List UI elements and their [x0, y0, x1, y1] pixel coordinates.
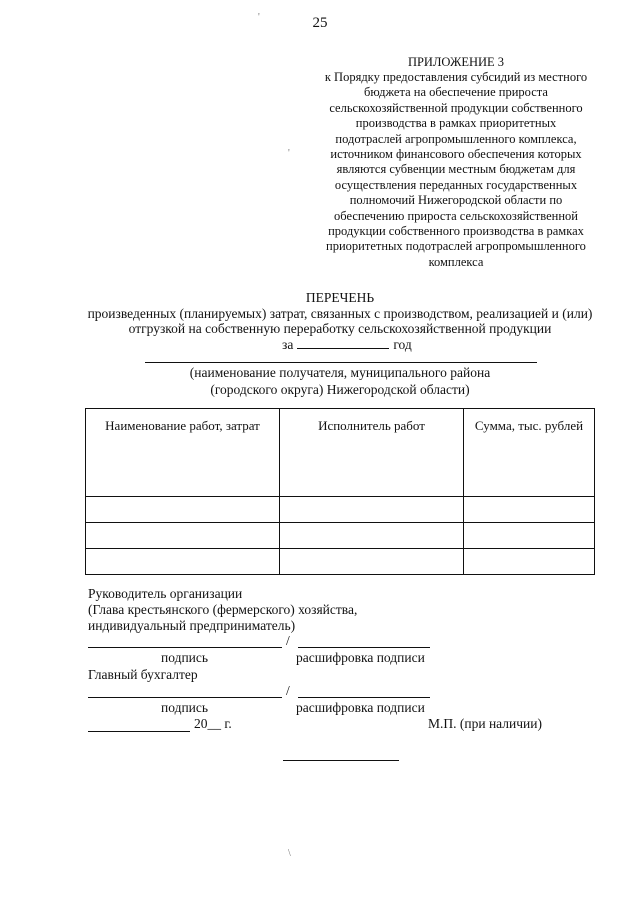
head-label-line-3: индивидуальный предприниматель) — [88, 618, 296, 633]
slash-separator: / — [286, 683, 290, 698]
table-row — [86, 523, 595, 549]
list-subtitle-line-1: произведенных (планируемых) затрат, связанных с производством, реализацией и (или) — [87, 306, 593, 321]
table-row — [86, 497, 595, 523]
date-day-month-blank[interactable] — [88, 731, 190, 732]
table-cell[interactable] — [464, 549, 595, 575]
header-contractor: Исполнитель работ — [280, 409, 464, 497]
list-title: ПЕРЕЧЕНЬ — [305, 290, 375, 305]
scan-speck: ' — [258, 12, 260, 23]
period-prefix: за — [282, 337, 294, 352]
accountant-signature-blank[interactable] — [88, 697, 282, 698]
appendix-line: комплекса — [428, 254, 484, 269]
recipient-name-blank[interactable] — [145, 362, 537, 363]
stamp-note: М.П. (при наличии) — [428, 716, 542, 731]
accountant-signature-caption: подпись — [161, 700, 209, 715]
period-suffix: год — [393, 337, 412, 352]
scan-speck: ' — [288, 148, 290, 159]
table-cell[interactable] — [280, 523, 464, 549]
accountant-decode-blank[interactable] — [298, 697, 430, 698]
table-cell[interactable] — [86, 523, 280, 549]
appendix-reference — [312, 70, 600, 270]
header-amount: Сумма, тыс. рублей — [464, 409, 595, 497]
table-cell[interactable] — [464, 497, 595, 523]
table-cell[interactable] — [280, 549, 464, 575]
appendix-line: полномочий Нижегородской области по — [349, 193, 563, 208]
appendix-line: производства в рамках приоритетных — [355, 116, 557, 131]
appendix-line: подотраслей агропромышленного комплекса, — [335, 131, 577, 146]
appendix-line: продукции собственного производства в рамках — [328, 224, 584, 239]
year-blank[interactable] — [297, 336, 389, 349]
table-cell[interactable] — [86, 549, 280, 575]
table-header-row — [86, 409, 595, 497]
appendix-line: сельскохозяйственной продукции собственного — [329, 100, 583, 115]
appendix-title: ПРИЛОЖЕНИЕ 3 — [407, 55, 505, 69]
head-decode-caption: расшифровка подписи — [296, 650, 425, 665]
head-signature-caption: подпись — [161, 650, 209, 665]
accountant-decode-caption: расшифровка подписи — [296, 700, 425, 715]
head-signature-blank[interactable] — [88, 647, 282, 648]
table-cell[interactable] — [86, 497, 280, 523]
appendix-line: приоритетных подотраслей агропромышленного — [326, 239, 586, 254]
appendix-line: к Порядку предоставления субсидий из местного — [324, 70, 588, 84]
list-subtitle-line-2: отгрузкой на собственную переработку сельскохозяйственной продукции — [128, 321, 552, 336]
appendix-line: осуществления переданных государственных — [334, 177, 578, 192]
table-cell[interactable] — [464, 523, 595, 549]
head-label-line-1: Руководитель организации — [88, 586, 243, 601]
chief-accountant-label: Главный бухгалтер — [88, 667, 198, 682]
head-decode-blank[interactable] — [298, 647, 430, 648]
appendix-line: бюджета на обеспечение прироста — [364, 85, 548, 100]
appendix-line: источником финансового обеспечения которых — [330, 147, 582, 162]
scan-speck: \ — [288, 848, 291, 859]
appendix-line: обеспечению прироста сельскохозяйственной — [334, 208, 578, 223]
closing-separator-line — [283, 760, 399, 761]
recipient-caption-line-1: (наименование получателя, муниципального района — [189, 365, 491, 380]
table-cell[interactable] — [280, 497, 464, 523]
period-line — [282, 336, 412, 353]
header-works-costs: Наименование работ, затрат — [86, 409, 280, 497]
slash-separator: / — [286, 633, 290, 648]
date-year: 20__ г. — [194, 716, 232, 731]
page-number: 25 — [312, 15, 328, 31]
recipient-caption-line-2: (городского округа) Нижегородской области) — [210, 381, 470, 397]
table-row — [86, 549, 595, 575]
recipient-caption — [140, 365, 540, 398]
head-label-line-2: (Глава крестьянского (фермерского) хозяйства, — [88, 602, 358, 617]
expenses-table — [85, 408, 595, 575]
appendix-line: являются субвенции местным бюджетам для — [336, 162, 576, 177]
